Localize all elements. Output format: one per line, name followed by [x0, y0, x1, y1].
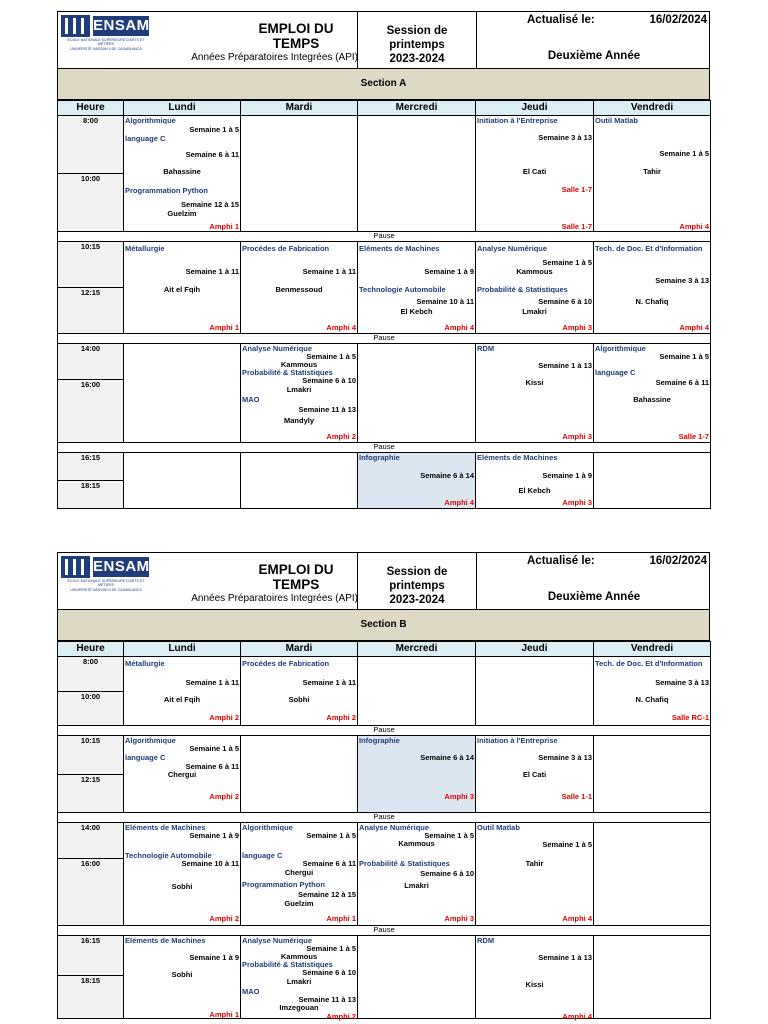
timetable-header [57, 552, 710, 609]
teacher-name: Lmakri [286, 977, 312, 986]
updated-label: Actualisé le: [527, 14, 595, 26]
course-cell-mercredi [358, 657, 476, 726]
course-cell-vendredi [594, 736, 711, 813]
teacher-name: Kissi [525, 980, 544, 989]
page-title: EMPLOI DU TEMPS [258, 562, 334, 592]
updated-label: Actualisé le: [527, 555, 595, 567]
teacher-name: Sobhi [288, 695, 310, 704]
teacher-name: Kissi [525, 378, 544, 387]
time-slot: 10:00 [58, 174, 124, 232]
col-header-hour: Heure [58, 101, 124, 116]
teacher-name: Ait el Fqih [163, 285, 201, 294]
course-cell-mardi [241, 736, 358, 813]
course-weeks: Semaine 6 à 10 [538, 297, 592, 306]
room-label: Salle RC-1 [671, 713, 709, 722]
course-cell-vendredi [594, 823, 711, 926]
course-cell-vendredi [594, 116, 711, 232]
teacher-name: Bahassine [163, 167, 201, 176]
course-weeks: Semaine 12 à 15 [181, 200, 239, 209]
room-label: Amphi 3 [444, 792, 474, 801]
room-label: Amphi 1 [209, 323, 239, 332]
course-name: MAO [242, 395, 260, 404]
teacher-name: Mandyly [283, 416, 314, 425]
ensam-logo [60, 15, 150, 51]
time-slot: 10:15 [58, 736, 124, 775]
course-name: Probabilité & Statistiques [359, 859, 450, 868]
course-weeks: Semaine 6 à 10 [302, 968, 356, 977]
room-label: Salle 1-1 [561, 792, 592, 801]
course-cell-mardi [241, 242, 358, 334]
course-cell-jeudi [476, 736, 594, 813]
course-name: Tech. de Doc. Et d'Information [595, 659, 703, 668]
course-name: Eléments de Machines [125, 823, 206, 832]
timetable-section-b [57, 552, 710, 1019]
course-name: language C [242, 851, 283, 860]
teacher-name: N. Chafiq [635, 695, 669, 704]
course-cell-lundi [124, 242, 241, 334]
course-name: Analyse Numérique [359, 823, 430, 832]
course-cell-lundi [124, 736, 241, 813]
teacher-name: El Cati [522, 167, 547, 176]
course-name: Probabilité & Statistiques [242, 960, 333, 969]
course-name: Eléments de Machines [125, 936, 206, 945]
course-name: RDM [477, 344, 495, 353]
timetable-header [57, 11, 710, 68]
course-weeks: Semaine 1 à 5 [659, 352, 709, 361]
pause-row: Pause [58, 813, 711, 823]
logo-university: UNIVERSITÉ HASSAN II DE CASABLANCA [70, 587, 142, 592]
course-weeks: Semaine 3 à 13 [538, 133, 592, 142]
course-cell-mardi [241, 936, 358, 1019]
course-name: Eléments de Machines [477, 453, 558, 462]
time-slot: 18:15 [58, 976, 124, 1019]
course-cell-jeudi [476, 936, 594, 1019]
course-cell-jeudi [476, 116, 594, 232]
col-header-mercredi: Mercredi [358, 642, 476, 657]
course-weeks: Semaine 6 à 10 [420, 869, 474, 878]
course-name: Initiation à l'Entreprise [477, 116, 558, 125]
course-cell-jeudi [476, 453, 594, 509]
col-header-hour: Heure [58, 642, 124, 657]
course-weeks: Semaine 6 à 11 [185, 150, 239, 159]
room-label: Amphi 4 [326, 323, 356, 332]
course-cell-lundi [124, 344, 241, 443]
room-label: Amphi 1 [209, 222, 239, 231]
course-cell-mercredi [358, 936, 476, 1019]
course-weeks: Semaine 1 à 13 [538, 953, 592, 962]
course-cell-jeudi [476, 657, 594, 726]
year-label: Deuxième Année [547, 591, 641, 603]
updated-date: 16/02/2024 [649, 555, 707, 567]
time-slot: 8:00 [58, 657, 124, 692]
time-slot: 14:00 [58, 823, 124, 859]
time-slot: 18:15 [58, 481, 124, 509]
teacher-name: Tahir [643, 167, 661, 176]
course-name: Métallurgie [125, 659, 165, 668]
course-name: Métallurgie [125, 244, 165, 253]
course-cell-mercredi [358, 823, 476, 926]
teacher-name: Guelzim [167, 209, 197, 218]
course-name: MAO [242, 987, 260, 996]
session-label: Session de printemps [386, 25, 448, 51]
course-weeks: Semaine 1 à 11 [185, 678, 239, 687]
course-name: Tech. de Doc. Et d'Information [595, 244, 703, 253]
course-weeks: Semaine 6 à 14 [420, 471, 474, 480]
pause-row: Pause [58, 443, 711, 453]
time-slot: 12:15 [58, 774, 124, 813]
room-label: Amphi 4 [444, 323, 474, 332]
course-name: Infographie [359, 453, 400, 462]
time-slot: 10:00 [58, 691, 124, 726]
course-weeks: Semaine 1 à 5 [659, 149, 709, 158]
course-cell-jeudi [476, 823, 594, 926]
course-weeks: Semaine 3 à 13 [655, 276, 709, 285]
room-label: Amphi 1 [209, 1010, 239, 1019]
course-weeks: Semaine 1 à 5 [306, 944, 356, 953]
teacher-name: Lmakri [522, 307, 547, 316]
course-name: language C [125, 134, 166, 143]
course-weeks: Semaine 3 à 13 [655, 678, 709, 687]
course-name: language C [595, 368, 636, 377]
pause-row: Pause [58, 926, 711, 936]
course-weeks: Semaine 1 à 5 [306, 352, 356, 361]
teacher-name: Guelzim [284, 899, 314, 908]
pause-row: Pause [58, 334, 711, 344]
ensam-emblem-icon [61, 556, 90, 578]
room-label: Amphi 2 [209, 713, 239, 722]
teacher-name: El Kebch [518, 486, 551, 495]
course-cell-lundi [124, 453, 241, 509]
course-cell-lundi [124, 116, 241, 232]
course-name: Analyse Numérique [242, 936, 313, 945]
course-weeks: Semaine 1 à 5 [424, 831, 474, 840]
course-weeks: Semaine 1 à 13 [538, 361, 592, 370]
room-label: Amphi 2 [326, 1012, 356, 1021]
year-label: Deuxième Année [547, 50, 641, 62]
course-name: Algorithmique [125, 116, 176, 125]
teacher-name: N. Chafiq [635, 297, 669, 306]
course-weeks: Semaine 1 à 9 [542, 471, 592, 480]
teacher-name: Sobhi [171, 970, 193, 979]
teacher-name: Chergui [284, 868, 314, 877]
page-subtitle: Années Préparatoires Integrées (API) [191, 593, 358, 604]
course-cell-mardi [241, 453, 358, 509]
logo-school: ÉCOLE NATIONALE SUPÉRIEURE D'ARTS ET MÉTIERS [67, 38, 145, 47]
room-label: Amphi 2 [209, 914, 239, 923]
course-cell-mardi [241, 116, 358, 232]
session-label: Session de printemps [386, 566, 448, 592]
course-weeks: Semaine 6 à 11 [655, 378, 709, 387]
time-slot: 16:00 [58, 859, 124, 926]
teacher-name: El Cati [522, 770, 547, 779]
logo-university: UNIVERSITÉ HASSAN II DE CASABLANCA [70, 46, 142, 51]
course-cell-mardi [241, 823, 358, 926]
logo-word: ENSAM [93, 558, 150, 575]
course-cell-lundi [124, 936, 241, 1019]
course-cell-vendredi [594, 344, 711, 443]
col-header-vendredi: Vendredi [594, 101, 711, 116]
course-name: language C [125, 753, 166, 762]
room-label: Amphi 2 [209, 792, 239, 801]
col-header-mardi: Mardi [241, 101, 358, 116]
col-header-jeudi: Jeudi [476, 642, 594, 657]
logo-word: ENSAM [93, 17, 150, 34]
teacher-name: Lmakri [286, 385, 312, 394]
course-name: Outil Matlab [477, 823, 520, 832]
teacher-name: Ait el Fqih [163, 695, 201, 704]
course-weeks: Semaine 6 à 10 [302, 376, 356, 385]
course-name: Technologie Automobile [125, 851, 212, 860]
course-weeks: Semaine 6 à 14 [420, 753, 474, 762]
course-name: Outil Matlab [595, 116, 638, 125]
course-weeks: Semaine 6 à 11 [302, 859, 356, 868]
course-name: Infographie [359, 736, 400, 745]
col-header-vendredi: Vendredi [594, 642, 711, 657]
time-slot: 16:15 [58, 453, 124, 481]
course-weeks: Semaine 3 à 13 [538, 753, 592, 762]
course-cell-lundi [124, 657, 241, 726]
teacher-name: Kammous [280, 952, 318, 961]
section-title: Section A [57, 68, 710, 100]
col-header-jeudi: Jeudi [476, 101, 594, 116]
timetable-section-a [57, 11, 710, 509]
course-name: Initiation à l'Entreprise [477, 736, 558, 745]
room-label: Salle 1-7 [561, 185, 592, 194]
room-label: Amphi 4 [562, 1012, 592, 1021]
course-cell-mercredi [358, 344, 476, 443]
room-label: Salle 1-7 [678, 432, 709, 441]
course-weeks: Semaine 10 à 11 [416, 297, 474, 306]
session-year: 2023-2024 [389, 594, 445, 606]
course-cell-jeudi [476, 242, 594, 334]
room-label: Amphi 1 [326, 914, 356, 923]
time-slot: 16:00 [58, 380, 124, 443]
course-name: Analyse Numérique [477, 244, 548, 253]
time-slot: 16:15 [58, 936, 124, 976]
course-cell-mercredi [358, 242, 476, 334]
teacher-name: Lmakri [404, 881, 429, 890]
course-cell-lundi [124, 823, 241, 926]
section-title: Section B [57, 609, 710, 641]
course-weeks: Semaine 1 à 5 [306, 831, 356, 840]
pause-row: Pause [58, 232, 711, 242]
course-weeks: Semaine 11 à 13 [298, 995, 356, 1004]
room-label: Amphi 4 [679, 222, 709, 231]
course-weeks: Semaine 1 à 5 [189, 125, 239, 134]
course-cell-jeudi [476, 344, 594, 443]
course-name: Procédes de Fabrication [242, 244, 330, 253]
col-header-mercredi: Mercredi [358, 101, 476, 116]
time-slot: 8:00 [58, 116, 124, 174]
teacher-name: Kammous [398, 839, 435, 848]
course-cell-mercredi [358, 116, 476, 232]
teacher-name: Kammous [516, 267, 553, 276]
updated-date: 16/02/2024 [649, 14, 707, 26]
course-weeks: Semaine 12 à 15 [298, 890, 356, 899]
teacher-name: Bahassine [633, 395, 671, 404]
room-label: Amphi 4 [562, 914, 592, 923]
course-cell-vendredi [594, 936, 711, 1019]
page-title: EMPLOI DU TEMPS [258, 21, 334, 51]
room-label: Salle 1-7 [561, 222, 592, 231]
course-weeks: Semaine 10 à 11 [181, 859, 239, 868]
course-name: Algorithmique [595, 344, 646, 353]
course-weeks: Semaine 1 à 5 [542, 840, 592, 849]
course-name: Probabilité & Statistiques [242, 368, 333, 377]
teacher-name: Tahir [525, 859, 544, 868]
logo-school: ÉCOLE NATIONALE SUPÉRIEURE D'ARTS ET MÉTIERS [67, 579, 145, 588]
ensam-emblem-icon [61, 15, 90, 37]
course-name: Algorithmique [242, 823, 293, 832]
teacher-name: El Kebch [400, 307, 433, 316]
course-weeks: Semaine 6 à 11 [185, 762, 239, 771]
course-name: Probabilité & Statistiques [477, 285, 568, 294]
session-year: 2023-2024 [389, 53, 445, 65]
course-name: Algorithmique [125, 736, 176, 745]
course-name: Technologie Automobile [359, 285, 446, 294]
course-weeks: Semaine 1 à 11 [185, 267, 239, 276]
course-name: Eléments de Machines [359, 244, 440, 253]
course-cell-vendredi [594, 657, 711, 726]
time-slot: 14:00 [58, 344, 124, 380]
time-slot: 10:15 [58, 242, 124, 288]
course-weeks: Semaine 1 à 9 [189, 831, 239, 840]
course-cell-vendredi [594, 242, 711, 334]
col-header-lundi: Lundi [124, 101, 241, 116]
course-weeks: Semaine 1 à 5 [542, 258, 592, 267]
col-header-lundi: Lundi [124, 642, 241, 657]
course-cell-vendredi [594, 453, 711, 509]
pause-row: Pause [58, 726, 711, 736]
teacher-name: Sobhi [171, 882, 193, 891]
course-name: Analyse Numérique [242, 344, 313, 353]
course-cell-mardi [241, 344, 358, 443]
room-label: Amphi 3 [562, 323, 592, 332]
room-label: Amphi 4 [444, 498, 474, 507]
course-cell-mercredi [358, 453, 476, 509]
ensam-logo [60, 556, 150, 592]
course-weeks: Semaine 1 à 9 [189, 953, 239, 962]
course-name: Programmation Python [242, 880, 325, 889]
course-cell-mardi [241, 657, 358, 726]
room-label: Amphi 2 [326, 432, 356, 441]
course-name: Programmation Python [125, 186, 208, 195]
teacher-name: Imzegouan [279, 1003, 319, 1012]
room-label: Amphi 3 [562, 498, 592, 507]
room-label: Amphi 4 [679, 323, 709, 332]
page-subtitle: Années Préparatoires Integrées (API) [191, 52, 358, 63]
schedule-grid [57, 100, 711, 509]
teacher-name: Kammous [280, 360, 318, 369]
course-cell-mercredi [358, 736, 476, 813]
course-weeks: Semaine 1 à 11 [302, 678, 356, 687]
teacher-name: Benmessoud [275, 285, 323, 294]
course-weeks: Semaine 1 à 5 [189, 744, 239, 753]
teacher-name: Chergui [167, 770, 197, 779]
col-header-mardi: Mardi [241, 642, 358, 657]
course-weeks: Semaine 1 à 9 [424, 267, 474, 276]
room-label: Amphi 3 [562, 432, 592, 441]
course-name: Procédes de Fabrication [242, 659, 330, 668]
course-weeks: Semaine 11 à 13 [298, 405, 356, 414]
time-slot: 12:15 [58, 288, 124, 334]
room-label: Amphi 2 [326, 713, 356, 722]
room-label: Amphi 3 [444, 914, 474, 923]
course-name: RDM [477, 936, 495, 945]
schedule-grid [57, 641, 711, 1019]
course-weeks: Semaine 1 à 11 [302, 267, 356, 276]
